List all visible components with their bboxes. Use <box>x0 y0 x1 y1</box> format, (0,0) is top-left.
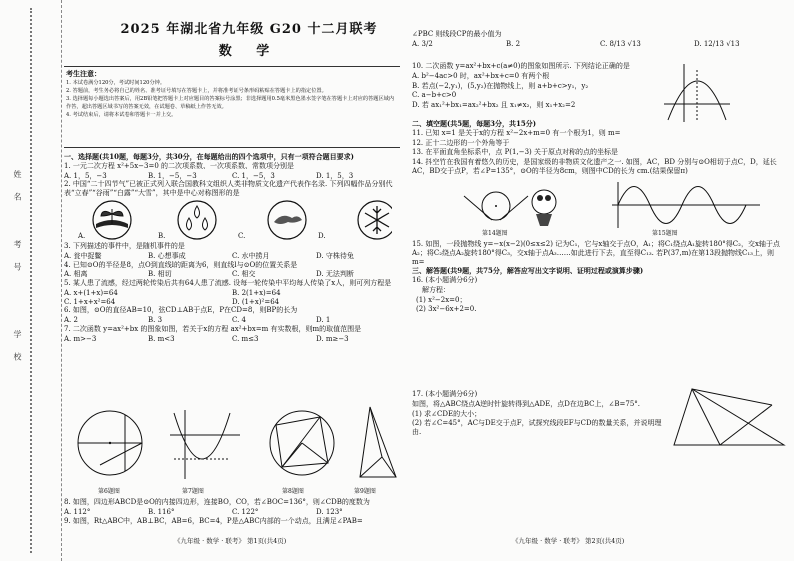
question-10-a: A. b²−4ac>0 时，ax²+bx+c=0 有两个根 <box>412 71 550 80</box>
option: A. 112° <box>64 507 91 516</box>
option: D. m≥−3 <box>316 334 349 343</box>
option: A. 相离 <box>64 270 88 279</box>
option: C. 相交 <box>232 270 256 279</box>
option: D. 12/13 √13 <box>694 39 740 48</box>
option: C. 1+x+x²=64 <box>64 297 116 306</box>
option: B. 相切 <box>148 270 172 279</box>
option: D. (1+x)²=64 <box>232 297 280 306</box>
question-2: 2. 中国“二十四节气”已被正式列入联合国教科文组织人类非物质文化遗产代表作名录. 下列四幅作品分别代表“立春”“谷雨”“白露”“大雪”，其中是中心对称图形的是 <box>64 180 393 197</box>
option: A. <box>78 232 86 240</box>
option: B. 2(1+x)=64 <box>232 288 281 297</box>
option: B. 3 <box>148 316 163 324</box>
question-17-stem: 如图，将△ABC绕点A逆时针旋转得到△ADE，点D在边BC上，∠B=75°. <box>412 399 641 408</box>
section-fill-heading: 二、填空题(共5题，每题3分，共15分) <box>412 119 537 128</box>
option: A. x+(1+x)=64 <box>64 288 118 297</box>
notice-line: 3. 选择题每小题选出答案后，用2B铅笔把答题卡上对应题目的答案标号涂黑；非选择题用0.5毫米黑色墨水签字笔在答题卡上对应的答题区域内作答，超出答题区域书写的答案无效，在试题卷、草稿纸上作答无效。 <box>66 95 395 110</box>
right-column <box>412 0 790 561</box>
option: D. <box>318 232 326 240</box>
option: B. 心想事成 <box>148 251 186 260</box>
figure-7-caption: 第7题图 <box>182 488 204 495</box>
option: B. m<3 <box>148 334 175 343</box>
margin-name-label: 姓 名 <box>13 170 22 207</box>
question-9-cont: ∠PBC 则线段CP的最小值为 <box>412 30 502 38</box>
option: C. 1，−5，3 <box>232 171 275 180</box>
option: B. 116° <box>148 507 175 516</box>
question-10: 10. 二次函数 y=ax²+bx+c(a≠0)的图象如图所示. 下列结论正确的是 <box>412 62 630 70</box>
option: C. m≤3 <box>232 334 259 343</box>
question-2-options <box>78 232 398 241</box>
option: A. m>−3 <box>64 334 97 343</box>
question-10-d: D. 若 ax₁²+bx₁=ax₂²+bx₂ 且 x₁≠x₂，则 x₁+x₂=2 <box>412 101 576 109</box>
notice-line: 2. 答题前，考生务必将自己的姓名、准考证号填写在答题卡上，并将准考证号条形码粘贴在答题卡上的指定位置。 <box>66 87 327 94</box>
figure-15-parabolas <box>612 180 762 230</box>
question-7: 7. 二次函数 y=ax²+bx 的图象如图，若关于x的方程 ax²+bx=m 有实数根，则m的取值范围是 <box>64 324 362 333</box>
figure-6-caption: 第6题图 <box>98 488 120 495</box>
question-7-options <box>64 335 400 344</box>
question-16-stem: 解方程： <box>422 285 450 294</box>
option: D. 123° <box>316 507 343 516</box>
section-solve-heading: 三、解答题(共9题，共75分，解答应写出文字说明、证明过程或演算步骤) <box>412 266 644 276</box>
figure-9-caption: 第9题图 <box>354 488 376 495</box>
option: C. 122° <box>232 507 259 516</box>
question-10-c: C. a−b+c>0 <box>412 91 457 100</box>
question-8: 8. 如图，四边形ABCD是⊙O的内接四边形，连接BO，CO，若∠BOC=136°，则∠CDB的度数为 <box>64 498 370 506</box>
question-12: 12. 正十二边形的一个外角等于 <box>412 138 510 147</box>
figure-14-spinning-top <box>462 188 562 228</box>
option: C. 4 <box>232 316 247 324</box>
question-5-options-2 <box>64 298 400 307</box>
question-10-b: B. 若点(−2,y₁)，(5,y₂)在抛物线上，则 a+b+c>y₁，y₂ <box>412 81 589 90</box>
figure-8-caption: 第8题图 <box>282 488 304 495</box>
question-6-options <box>64 316 400 325</box>
figure-8-inscribed-quad <box>270 411 334 475</box>
left-column <box>64 0 402 561</box>
page-footer-right: 《九年级 · 数学 · 联考》 第2页(共4页) <box>512 537 625 545</box>
question-15: 15. 如图，一段抛物线 y=−x(x−2)(0≤x≤2) 记为C₁，它与x轴交于点O，A₁；将C₁绕点A₁旋转180°得C₂，交x轴于点A₂；将C₂绕点A₂旋转180°得C₃，交x轴于点A₃……如此进行下去，直至得C₁₃. 若P(37,m)在第13段抛物线C₁₃上，则 m= <box>412 240 780 266</box>
option: B. 1，−5，−3 <box>148 171 197 180</box>
question-4-options <box>64 270 400 279</box>
option: C. <box>238 232 246 240</box>
figures-6-to-9 <box>70 405 400 485</box>
question-11: 11. 已知 x=1 是关于x的方程 x²−2x+m=0 有一个根为1，则 m= <box>412 128 621 137</box>
question-16: 16. (本小题满分6分) <box>412 276 478 284</box>
margin-school-label: 学 校 <box>13 330 22 367</box>
option: A. 1，5，−3 <box>64 171 107 180</box>
question-4: 4. 已知⊙O的半径是8，点O到直线l的距离为6，则直线l与⊙O的位置关系是 <box>64 260 298 269</box>
question-13: 13. 在平面直角坐标系中，点 P(1,−3) 关于原点对称的点的坐标是 <box>412 148 618 157</box>
question-5: 5. 某人患了流感，经过两轮传染后共有64人患了流感. 设每一轮传染中平均每人传染了x人，则可列方程是 <box>64 279 392 287</box>
figure-6-circle <box>78 411 142 475</box>
question-6: 6. 如图，⊙O的直径AB=10，弦CD⊥AB于点E，P在CD=8，则BP的长为 <box>64 306 298 315</box>
figure-17-rotation <box>672 385 787 450</box>
option: D. 1 <box>316 316 331 324</box>
exam-title: 2025 年湖北省九年级 G20 十二月联考 <box>120 22 378 37</box>
option: C. 水中捞月 <box>232 251 270 260</box>
figure-15-caption: 第15题图 <box>652 230 678 237</box>
option: B. 2 <box>506 39 521 48</box>
question-14: 14. 抖空竹在我国有着悠久的历史，是国家级的非物质文化遗产之一. 如图，AC，BD 分别与⊙O相切于点C，D，延长AC，BD交于点P，若∠P=135°，⊙O的半径为8cm，则图中CD的长为 cm.(结果保留π) <box>412 158 777 175</box>
question-16-part-1: (1) x²−2x=0； <box>416 295 467 304</box>
figure-7-parabola <box>170 410 240 479</box>
section-choice-heading: 一、选择题(共10题，每题3分，共30分，在每题给出的四个选项中，只有一项符合题目要求) <box>64 152 354 161</box>
figure-9-triangle <box>360 407 396 477</box>
binding-margin <box>0 0 62 561</box>
question-9: 9. 如图，Rt△ABC中，AB⊥BC，AB=6，BC=4，P是△ABC内部的一个动点，且满足∠PAB= <box>64 516 363 525</box>
option: D. 守株待兔 <box>316 251 354 260</box>
figure-14-caption: 第14题图 <box>482 230 508 237</box>
binding-line <box>30 8 32 553</box>
question-1: 1. 一元二次方程 x²+5x−3=0 的二次项系数、一次项系数、常数项分别是 <box>64 161 295 170</box>
exam-notice <box>64 66 400 148</box>
option: D. 无法判断 <box>316 270 354 279</box>
question-17: 17. (本小题满分6分) <box>412 390 478 398</box>
question-3-options <box>64 252 400 261</box>
notice-line: 1. 本试卷满分120分，考试时间120分钟。 <box>66 79 166 86</box>
option: A. 瓮中捉鳖 <box>64 251 102 260</box>
option: D. 1，5，3 <box>316 171 354 180</box>
notice-heading: 考生注意： <box>66 69 101 78</box>
question-3: 3. 下列描述的事件中，是随机事件的是 <box>64 242 185 250</box>
option: B. <box>158 232 166 240</box>
question-1-options <box>64 172 400 181</box>
question-16-part-2: (2) 3x²−6x+2=0. <box>416 305 477 314</box>
margin-id-label: 考 号 <box>13 240 22 277</box>
exam-subject: 数 学 <box>218 44 280 59</box>
question-9-options <box>412 40 788 49</box>
question-8-options <box>64 508 400 517</box>
question-10-figure <box>662 62 732 124</box>
option: A. 2 <box>64 316 78 324</box>
option: A. 3/2 <box>412 39 433 48</box>
question-5-options <box>64 289 400 298</box>
page-footer-left: 《九年级 · 数学 · 联考》 第1页(共4页) <box>174 537 287 545</box>
notice-line: 4. 考试结束后，请将本试卷和答题卡一并上交。 <box>66 112 177 118</box>
question-17-part-1: (1) 求∠CDE的大小； <box>412 409 482 418</box>
question-17-part-2: (2) 若∠C=45°，AC与DE交于点F，试探究线段EF与CD的数量关系，并说明理由. <box>412 419 662 436</box>
option: C. 8/13 √13 <box>600 39 641 48</box>
